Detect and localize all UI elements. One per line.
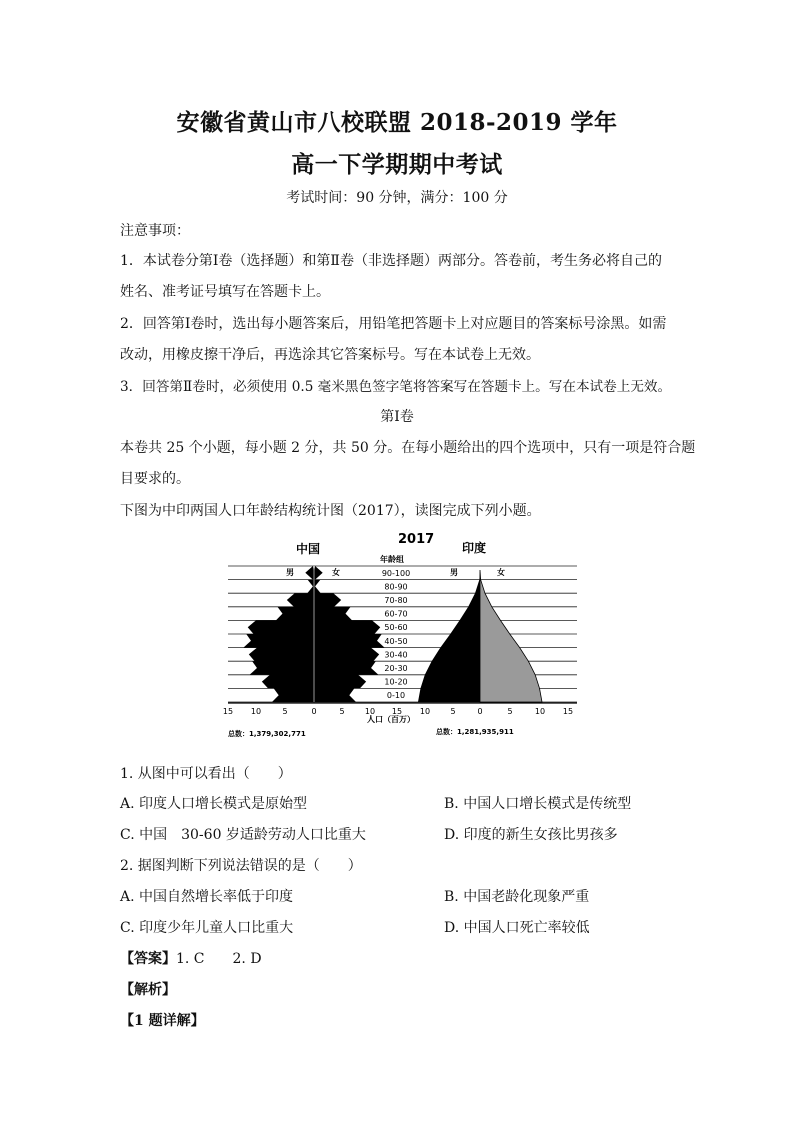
india-female-shape bbox=[480, 570, 542, 702]
china-female-label: 女 bbox=[332, 568, 340, 577]
question-2-option-d: D. 中国人口死亡率较低 bbox=[444, 920, 590, 936]
population-pyramid-svg bbox=[222, 530, 582, 742]
chart-year-label: 2017 bbox=[398, 532, 435, 547]
x-tick-label: 5 bbox=[450, 707, 456, 716]
x-tick-label: 15 bbox=[222, 707, 234, 716]
x-tick-label: 10 bbox=[364, 707, 376, 716]
question-1-option-a: A. 印度人口增长模式是原始型 bbox=[120, 796, 308, 812]
x-axis-label: 人口（百万） bbox=[367, 715, 415, 724]
note-2-line-1: 2．回答第Ⅰ卷时，选出每小题答案后，用铅笔把答题卡上对应题目的答案标号涂黑。如需 bbox=[120, 316, 667, 332]
document-title: 安徽省黄山市八校联盟 2018-2019 学年 bbox=[176, 109, 618, 136]
x-tick-label: 10 bbox=[250, 707, 262, 716]
document-subtitle: 高一下学期期中考试 bbox=[291, 151, 503, 178]
question-1-option-b: B. 中国人口增长模式是传统型 bbox=[444, 796, 632, 812]
india-male-label: 男 bbox=[450, 568, 458, 577]
population-pyramid-figure bbox=[222, 530, 582, 742]
x-tick-label: 10 bbox=[419, 707, 431, 716]
age-group-tick: 10-20 bbox=[384, 677, 408, 687]
age-group-tick: 0-10 bbox=[386, 691, 406, 701]
section-intro-line-1: 本卷共 25 个小题，每小题 2 分，共 50 分。在每小题给出的四个选项中，只有一项是符合题 bbox=[120, 440, 696, 456]
india-male-shape bbox=[418, 570, 480, 702]
answer-value: 1. C 2. D bbox=[176, 951, 262, 967]
china-male-label: 男 bbox=[286, 568, 294, 577]
question-2-option-a: A. 中国自然增长率低于印度 bbox=[120, 889, 294, 905]
china-label: 中国 bbox=[296, 542, 321, 556]
note-1-line-1: 1．本试卷分第Ⅰ卷（选择题）和第Ⅱ卷（非选择题）两部分。答卷前，考生务必将自己的 bbox=[120, 253, 662, 269]
age-group-tick: 40-50 bbox=[384, 636, 408, 646]
note-2-line-2: 改动，用橡皮擦干净后，再选涂其它答案标号。写在本试卷上无效。 bbox=[120, 347, 540, 363]
note-3: 3．回答第Ⅱ卷时，必须使用 0.5 毫米黑色签字笔将答案写在答题卡上。写在本试卷上无效。 bbox=[120, 379, 672, 395]
figure-intro: 下图为中印两国人口年龄结构统计图（2017），读图完成下列小题。 bbox=[120, 503, 541, 519]
question-2-option-b: B. 中国老龄化现象严重 bbox=[444, 889, 590, 905]
question-2-option-c: C. 印度少年儿童人口比重大 bbox=[120, 920, 294, 936]
answer-label: 【答案】 bbox=[120, 951, 176, 967]
age-group-tick: 70-80 bbox=[384, 596, 408, 605]
age-group-tick: 50-60 bbox=[384, 623, 408, 633]
x-tick-label: 15 bbox=[391, 707, 403, 716]
x-tick-label: 15 bbox=[562, 707, 574, 716]
india-female-label: 女 bbox=[497, 568, 505, 577]
section-intro-line-2: 目要求的。 bbox=[120, 471, 190, 487]
detail-label: 【1 题详解】 bbox=[120, 1013, 205, 1029]
age-group-tick: 90-100 bbox=[381, 568, 411, 578]
question-1-option-c: C. 中国 30-60 岁适龄劳动人口比重大 bbox=[120, 827, 366, 843]
india-label: 印度 bbox=[462, 541, 487, 555]
answer-row bbox=[120, 948, 262, 968]
age-group-label: 年龄组 bbox=[380, 555, 404, 564]
age-group-tick: 20-30 bbox=[384, 664, 408, 673]
x-tick-label: 0 bbox=[477, 707, 483, 716]
x-tick-label: 10 bbox=[534, 707, 546, 716]
exam-info: 考试时间：90 分钟，满分：100 分 bbox=[286, 190, 508, 206]
x-tick-label: 5 bbox=[507, 707, 513, 716]
x-tick-label: 0 bbox=[311, 707, 317, 716]
x-tick-label: 5 bbox=[339, 707, 345, 716]
x-tick-label: 5 bbox=[282, 707, 288, 716]
age-group-tick: 80-90 bbox=[384, 582, 408, 592]
question-1-option-d: D. 印度的新生女孩比男孩多 bbox=[444, 827, 618, 843]
age-group-tick: 30-40 bbox=[384, 650, 408, 660]
section-title: 第Ⅰ卷 bbox=[380, 409, 414, 425]
note-1-line-2: 姓名、准考证号填写在答题卡上。 bbox=[120, 284, 330, 300]
question-2-stem: 2. 据图判断下列说法错误的是（ ） bbox=[120, 858, 362, 874]
question-1-stem: 1. 从图中可以看出（ ） bbox=[120, 766, 292, 782]
analysis-label: 【解析】 bbox=[120, 982, 176, 998]
china-total: 总数：1,379,302,771 bbox=[228, 730, 306, 738]
age-group-tick: 60-70 bbox=[384, 609, 408, 619]
notes-heading: 注意事项： bbox=[120, 223, 190, 239]
india-total: 总数：1,281,935,911 bbox=[436, 728, 514, 736]
